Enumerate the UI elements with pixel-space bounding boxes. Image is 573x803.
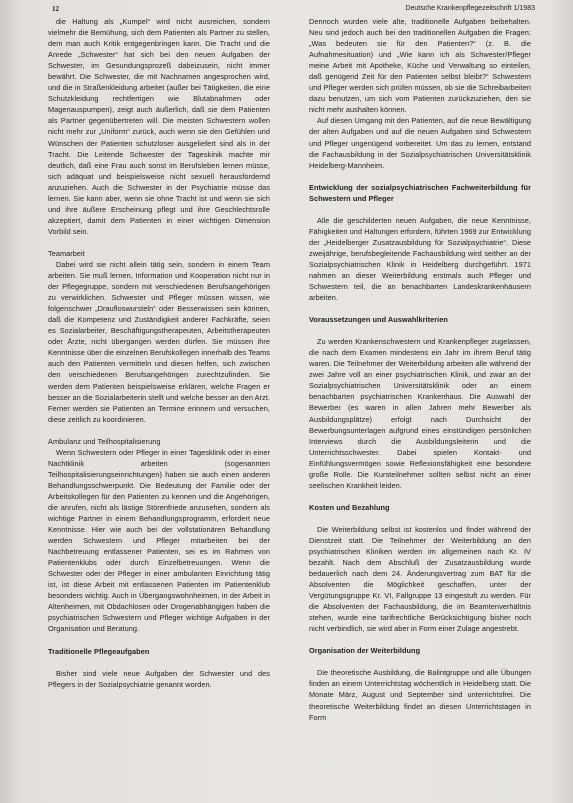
paragraph: Auf diesen Umgang mit den Patienten, auf die neue Bewältigung der alten Aufgaben und auf die neuen Aufgaben sind Schwestern und Pfleger ungenügend vorbereitet. Um das zu lernen, entstand die Fachausbildung in der Sozialpsychiatrischen Universitätsklinik Heidelberg-Mannheim. bbox=[309, 116, 531, 170]
section-heading-teamarbeit: Teamarbeit bbox=[48, 248, 85, 258]
paragraph: Die Weiterbildung selbst ist kostenlos und findet während der Dienstzeit statt. Die Teilnehmer der Weiterbildung an den psychiatrischen Kliniken werden im allgemeinen nach Kr. IV bezahlt. Nach dem Abschluß der Zusatzausbildung wurde bedauerlich nach dem 24. Änderungsvertrag zum BAT für die Absolventen die Möglichkeit geschaffen, unter der Vergütungsgruppe Kr. VI, Fallgruppe 13 eingestuft zu werden. Für die Absolventen der Fachausbildung, die im Beamtenverhältnis stehen, wurde eine tarifrechtliche Berücksichtigung bisher noch nicht verbindlich, sie wird aber in Form einer Zulage angestrebt. bbox=[309, 524, 531, 634]
right-column bbox=[309, 16, 531, 800]
paragraph: Alle die geschilderten neuen Aufgaben, die neue Kenntnisse, Fähigkeiten und Haltungen erfordern, führten 1969 zur Entwicklung der „Heidelberger Zusatzausbildung für Sozialpsychiatrie“. Diese zweijährige, berufsbegleitende Fachausbildung wird seither an der Sozialpsychiatrischen Klinik in Heidelberg durchgeführt. 1971 nahmen an dieser Weiterbildung erstmals auch Pfleger und Schwestern teil, die an benachbarten Landeskrankenhäusern arbeiten. bbox=[309, 215, 531, 303]
paragraph: Zu werden Krankenschwestern und Krankenpfleger zugelassen, die nach dem Examen mindestens ein Jahr im ihrem Beruf tätig waren. Die Teilnehmer der Weiterbildung arbeiten alle während der zwei Jahre voll an einer psychiatrischen Klinik, und zwar an der Sozialpsychiatrischen Universitätsklinik oder an einem benachbarten psychiatrischen Krankenhaus. Die Auswahl der Bewerber (es waren in allen Jahren mehr Bewerber als Ausbildungsplätze) erfolgt nach Durchsicht der Bewerbungsunterlagen aufgrund eines einstündigen persönlichen Interviews durch die Ausbildungsleiterin und die Unterrichtsschwester. Dabei spielen Kontakt- und Einfühlungsvermögen sowie Reflexionsfähigkeit eine besondere große Rolle. Die Kursteilnehmer sollten selbst nicht an einer seelischen Krankheit leiden. bbox=[309, 337, 531, 490]
paragraph: Wenn Schwestern oder Pfleger in einer Tagesklinik oder in einer Nachtklinik arbeiten (sogenannten Teilhospitalisierungseinrichtungen) haben sie auch einen anderen Behandlungsschwerpunkt. Die Bedeutung der Familie oder der Arbeitskollegen für den Patienten zu kennen und die Angehörigen, die anrufen, nicht als lästige Störenfriede anzusehen, sondern als wichtige Partner in einem Behandlungsprogramm, erfordert neue Kenntnisse. Hier wie auch bei der vollstationären Behandlung werden Schwestern und Pfleger mitarbeiten bei der Nachbetreuung entlassener Patienten, sei es im Rahmen von Patientenklubs oder durch Einzelbetreuungen. Wenn die Schwester oder der Pfleger in einer ambulanten Einrichtung tätig ist, ist diese Arbeit mit entlassenen Patienten im Patientenklub besonders wichtig. Auch in Übergangswohnheimen, in der Arbeit in Altenheimen, mit Obdachlosen oder Drogenabhängigen haben die psychiatrischen Schwestern und Pfleger wichtige Aufgaben in der Organisation und Beratung. bbox=[48, 447, 270, 634]
section-heading-kosten: Kosten und Bezahlung bbox=[309, 502, 390, 512]
journal-header: Deutsche Krankenpflegezeitschrift 1/1983 bbox=[405, 5, 535, 12]
paragraph: Dabei wird sie nicht allein tätig sein, sondern in einem Team arbeiten. Sie muß lernen, Information und Kooperation nicht nur in der Pflegegruppe, sondern mit verschiedenen Berufsangehörigen zu verwirklichen. Schwester und Pfleger müssen wissen, wie folgenschwer „Draufloswursteln“ oder Besserwissen sein können, daß die Kompetenz und Zuständigkeit anderer Fachkräfte, seien es Sozialarbeiter, Beschäftigungstherapeuten, Arbeitstherapeuten oder Ärzte, nicht übergangen werden dürfen. Sie müssen ihre Kenntnisse über die einzelnen Berufskollegen innerhalb des Teams auch den Patienten vermitteln und diesen helfen, sich zwischen den verschiedenen Berufsangehörigen zurechtzufinden. Sie werden dem Patienten beispielsweise erklären, welche Fragen er besser an die Sozialarbeiterin stellt und welche besser an den Arzt. Ferner werden sie Patienten an Termine erinnern und versuchen, diese zeitlich zu koordinieren. bbox=[48, 259, 270, 424]
section-heading-pflegeaufgaben: Traditionelle Pflegeaufgaben bbox=[48, 646, 150, 656]
section-heading-voraussetzungen: Voraussetzungen und Auswahlkriterien bbox=[309, 315, 448, 325]
page-number: 12 bbox=[52, 5, 59, 13]
section-heading-entwicklung: Entwicklung der sozialpsychiatrischen Fachweiterbildung für Schwestern und Pfleger bbox=[309, 182, 531, 203]
paragraph: Bisher sind viele neue Aufgaben der Schwester und des Pflegers in der Sozialpsychiatrie genannt worden. bbox=[48, 668, 270, 689]
paragraph: Die theoretische Ausbildung, die Balintgruppe und alle Übungen finden an einem Unterrichtstag wöchentlich in Heidelberg statt. Die Monate März, August und September sind unterrichtsfrei. Die theoretische Weiterbildung findet an diesen Unterrichtstagen in Form bbox=[309, 668, 531, 722]
left-column bbox=[48, 16, 270, 800]
section-heading-ambulanz: Ambulanz und Teilhospitalisierung bbox=[48, 436, 161, 446]
paragraph: Dennoch wurden viele alte, traditionelle Aufgaben beibehalten. Neu sind jedoch auch bei den traditionellen Aufgaben die Fragen: „Was bedeuten sie für den Patienten?“ (z. B. die Aufnahmesituation) und „Wie kann ich als Schwester/Pfleger meine Arbeit mit Apotheke, Küche und Verwaltung so einteilen, daß genügend Zeit für den Patienten selbst bleibt?“ Schwestern und Pfleger werden sich prüfen müssen, ob sie die Schreibarbeiten dazu benutzen, um sich vom Patienten zurückzuziehen, den sie nicht mehr aushalten können. bbox=[309, 17, 531, 115]
section-heading-organisation: Organisation der Weiterbildung bbox=[309, 646, 421, 656]
paragraph: die Haltung als „Kumpel“ wird nicht ausreichen, sondern vielmehr die Bemühung, sich dem Patienten als Partner zu stellen, dem man auch Kritik entgegenbringen kann. Die Tracht und die Anrede „Schwester“ hat sich bei den neuen Aufgaben der Schwester, im Gesundungsprozeß dabeizusein, nicht immer bewährt. Die Schwester, die mit Nachnamen angesprochen wird, und die in Straßenkleidung arbeitet (außer bei Tätigkeiten, die eine Schutzkleidung rechtfertigen wie Blutabnahmen oder Magenauspumpen), zeigt auch äußerlich, daß sie dem Patienten als Partner gegenübertreten will. Die meisten Schwestern wollen nicht mehr zur „Uniform“ zurück, auch wenn sie den Gefühlen und Wünschen der Patienten schutzloser ausgeliefert sind als in der Tracht. Die Leitende Schwester der Tageskinik machte mir deutlich, daß eine Frau auch sonst im Berufsleben lernen müsse, sich adäquat und beispielsweise nicht sexuell herausfordernd anzuziehen. Auch die Schwester in der Psychiatrie müsse das lernen. Sie kann aber, wenn sie ohne Tracht ist und wenn sie sich und ihre äußere Erscheinung pflegt und ihre Geschlechtsrolle akzeptiert, damit dem Patienten in einer wichtigen Dimension Vorbild sein. bbox=[48, 17, 270, 236]
